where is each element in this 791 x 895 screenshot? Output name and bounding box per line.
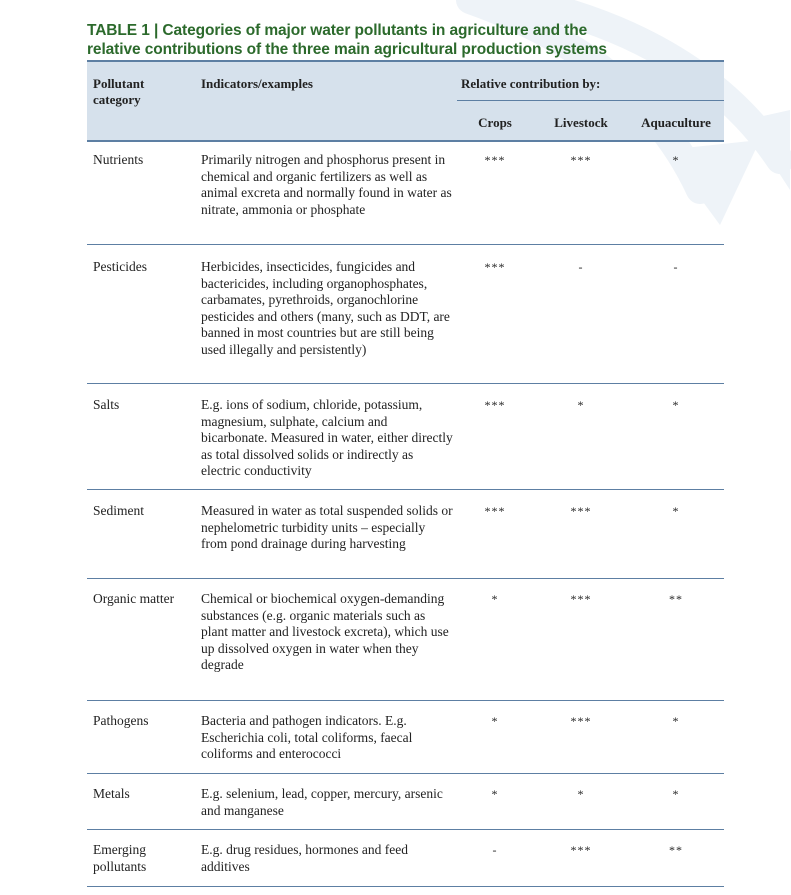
- table-row: [87, 830, 724, 887]
- rating-livestock: ***: [570, 714, 592, 728]
- header-aquaculture: Aquaculture: [641, 115, 711, 130]
- table-title-line-2: relative contributions of the three main agricultural production systems: [87, 41, 607, 58]
- row-category: Organic matter: [93, 591, 175, 606]
- row-category: Pathogens: [93, 713, 149, 728]
- rating-crops: ***: [484, 153, 506, 167]
- header-relative-contribution: Relative contribution by:: [461, 76, 601, 91]
- table-row: [87, 774, 724, 830]
- table-row: [87, 701, 724, 774]
- row-category: Pesticides: [93, 259, 147, 274]
- row-indicator: Primarily nitrogen and phosphorus present in chemical and organic fertilizers as well as animal excreta and normally found in water as nitrate, ammonia or phosphate: [201, 152, 452, 217]
- rating-aquaculture: *: [672, 787, 680, 801]
- rating-livestock: ***: [570, 592, 592, 606]
- rating-aquaculture: *: [672, 153, 680, 167]
- table-row: [87, 140, 724, 245]
- header-crops: Crops: [478, 115, 512, 130]
- rating-livestock: *: [577, 787, 585, 801]
- row-category: Salts: [93, 397, 120, 412]
- rating-crops: *: [491, 787, 499, 801]
- rating-aquaculture: -: [673, 260, 679, 274]
- rating-livestock: ***: [570, 504, 592, 518]
- rating-aquaculture: *: [672, 714, 680, 728]
- rating-aquaculture: **: [669, 843, 683, 857]
- row-indicator: Measured in water as total suspended solids or nephelometric turbidity units – especially from pond drainage during harvesting: [201, 503, 453, 551]
- table-title: [87, 21, 727, 59]
- table-body: [87, 140, 724, 887]
- rating-crops: ***: [484, 398, 506, 412]
- header-pollutant-category: Pollutant category: [93, 76, 145, 107]
- table-header: [87, 60, 724, 142]
- row-indicator: Chemical or biochemical oxygen-demanding substances (e.g. organic materials such as plant matter and livestock excreta), which use up dissolved oxygen in water when they degrade: [201, 591, 449, 672]
- header-livestock: Livestock: [554, 115, 608, 130]
- row-indicator: Herbicides, insecticides, fungicides and bactericides, including organophosphates, carbamates, pyrethroids, organochlorine pesticides and others (many, such as DDT, are banned in most countries but are still being used illegally and persistently): [201, 259, 450, 357]
- rating-crops: ***: [484, 260, 506, 274]
- row-indicator: E.g. selenium, lead, copper, mercury, arsenic and manganese: [201, 786, 443, 818]
- table-row: [87, 490, 724, 579]
- header-indicators: Indicators/examples: [201, 76, 313, 91]
- row-indicator: E.g. drug residues, hormones and feed additives: [201, 842, 408, 874]
- row-category: Nutrients: [93, 152, 144, 167]
- table-row: [87, 384, 724, 490]
- rating-livestock: -: [578, 260, 584, 274]
- table-row: [87, 245, 724, 384]
- row-category: Emerging pollutants: [93, 842, 147, 874]
- rating-aquaculture: *: [672, 398, 680, 412]
- table-row: [87, 579, 724, 701]
- rating-crops: *: [491, 592, 499, 606]
- rating-livestock: ***: [570, 153, 592, 167]
- rating-crops: ***: [484, 504, 506, 518]
- row-category: Metals: [93, 786, 130, 801]
- table-title-line-1: TABLE 1 | Categories of major water pollutants in agriculture and the: [87, 22, 588, 39]
- rating-crops: *: [491, 714, 499, 728]
- row-category: Sediment: [93, 503, 144, 518]
- rating-aquaculture: *: [672, 504, 680, 518]
- rating-crops: -: [492, 843, 498, 857]
- row-indicator: Bacteria and pathogen indicators. E.g. Escherichia coli, total coliforms, faecal coliforms and enterococci: [201, 713, 413, 761]
- rating-aquaculture: **: [669, 592, 683, 606]
- row-indicator: E.g. ions of sodium, chloride, potassium, magnesium, sulphate, calcium and bicarbonate. Measured in water, either directly as total dissolved solids or indirectly as electric conductivity: [201, 397, 453, 478]
- header-group-divider: [457, 100, 724, 101]
- rating-livestock: ***: [570, 843, 592, 857]
- rating-livestock: *: [577, 398, 585, 412]
